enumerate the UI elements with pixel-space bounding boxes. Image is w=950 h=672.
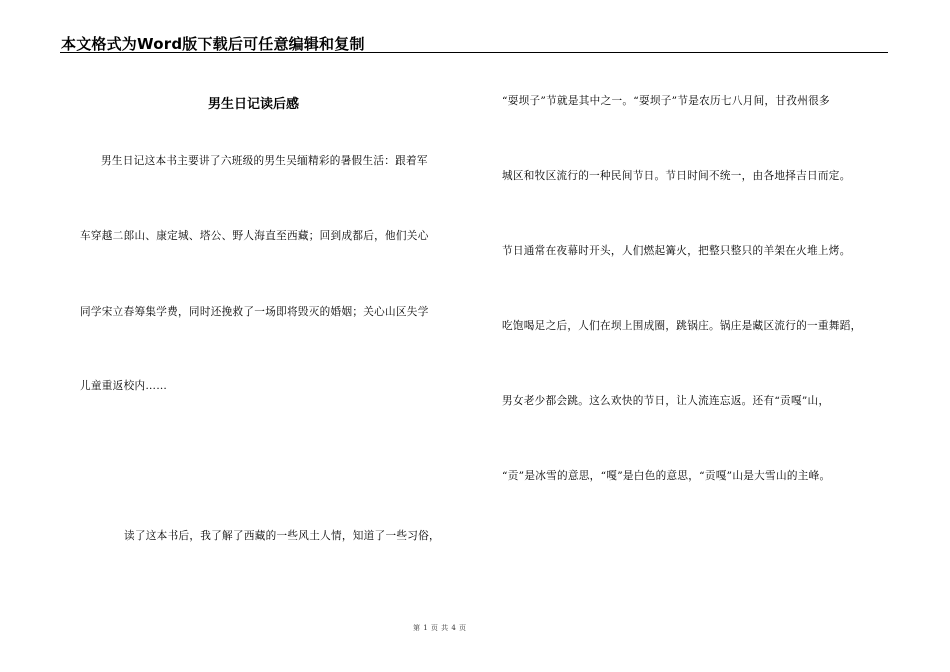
page-number: 第 1 页 共 4 页 xyxy=(413,624,467,632)
right-paragraph-line: 吃饱喝足之后，人们在坝上围成圈，跳锅庄。锅庄是藏区流行的一重舞蹈， xyxy=(502,320,862,332)
left-paragraph-line: 儿童重返校内…… xyxy=(80,380,168,392)
right-paragraph-line: “耍坝子”节就是其中之一。“耍坝子”节是农历七八月间，甘孜州很多 xyxy=(502,95,830,107)
right-paragraph-line: “贡”是冰雪的意思，“嘎”是白色的意思，“贡嘎”山是大雪山的主峰。 xyxy=(502,470,831,482)
right-paragraph-line: 城区和牧区流行的一种民间节日。节日时间不统一，由各地择吉日而定。 xyxy=(502,170,851,182)
left-paragraph-line: 男生日记这本书主要讲了六班级的男生吴缅精彩的暑假生活：跟着军 xyxy=(101,155,428,167)
left-paragraph-line: 同学宋立春筹集学费，同时还挽救了一场即将毁灭的婚姻；关心山区失学 xyxy=(80,306,429,318)
document-title: 男生日记读后感 xyxy=(208,97,300,112)
header-divider xyxy=(60,52,888,53)
header-title: 本文格式为Word版下载后可任意编辑和复制 xyxy=(61,35,365,53)
left-paragraph-line: 读了这本书后，我了解了西藏的一些风土人情，知道了一些习俗， xyxy=(124,530,440,542)
right-paragraph-line: 男女老少都会跳。这么欢快的节日，让人流连忘返。还有“贡嘎”山， xyxy=(502,395,830,407)
left-paragraph-line: 车穿越二郎山、康定城、塔公、野人海直至西藏；回到成都后，他们关心 xyxy=(80,230,429,242)
right-paragraph-line: 节日通常在夜幕时开头，人们燃起篝火，把整只整只的羊架在火堆上烤。 xyxy=(502,245,851,257)
